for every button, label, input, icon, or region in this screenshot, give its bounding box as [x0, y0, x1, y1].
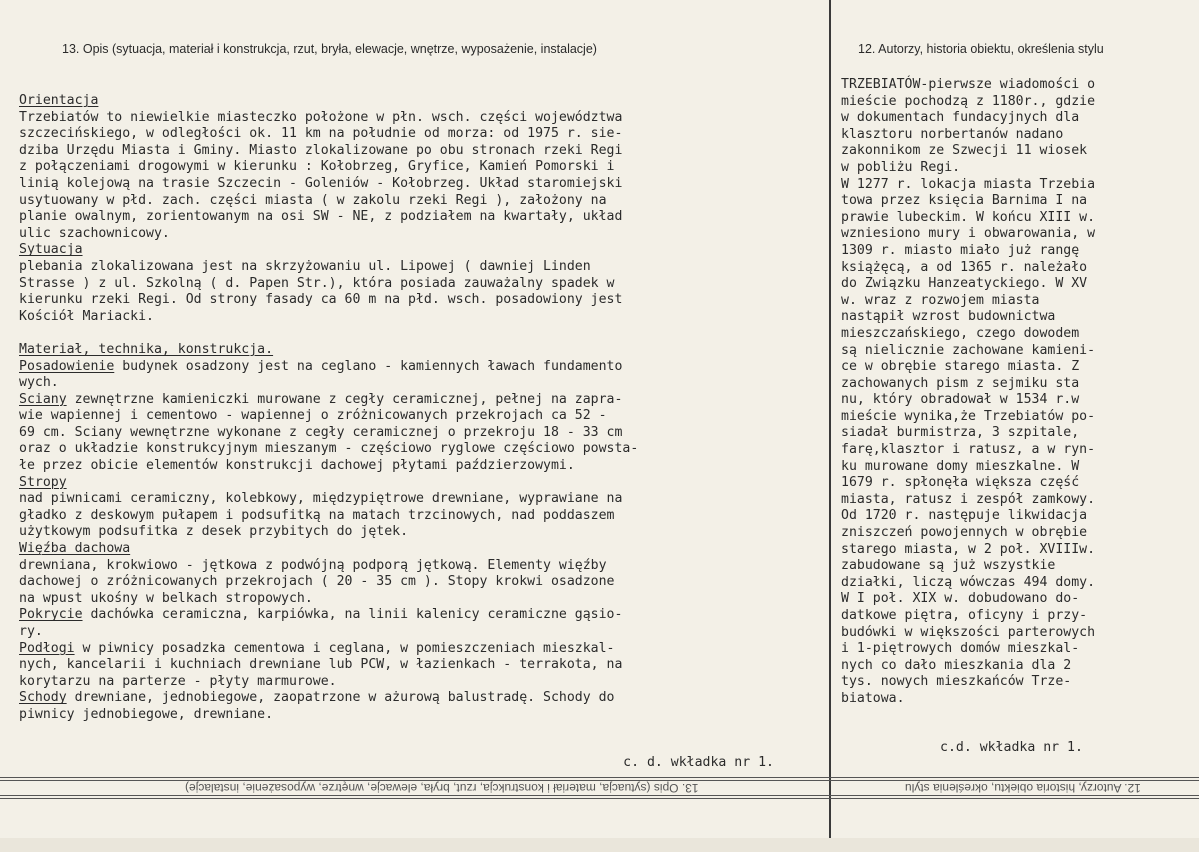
- line-text: na wpust ukośny w belkach stropowych.: [19, 590, 313, 606]
- history-line: prawie lubeckim. W końcu XIII w.: [841, 209, 1096, 225]
- description-line: [19, 491, 819, 508]
- history-line: do Związku Hanzeatyckiego. W XV: [841, 276, 1088, 292]
- history-line: tys. nowych mieszkańców Trze-: [841, 674, 1072, 690]
- description-line: [19, 309, 819, 326]
- history-line: mieście wynika,że Trzebiatów po-: [841, 408, 1096, 424]
- history-text-block: [841, 77, 1191, 708]
- footer-rule: [0, 777, 1199, 778]
- history-line: nastąpił wzrost budownictwa: [841, 309, 1056, 325]
- line-text: dziba Urzędu Miasta i Gminy. Miasto zlokalizowane po obu stronach rzeki Regi: [19, 142, 623, 158]
- line-text: kierunku rzeki Regi. Od strony fasady ca 60 m na płd. wsch. posadowiony jest: [19, 292, 623, 308]
- description-line: [19, 93, 819, 110]
- section-label: Posadowienie: [19, 358, 115, 374]
- history-line: siadał burmistrza, 3 szpitale,: [841, 425, 1080, 441]
- history-line: zniszczeń powojennych w obrębie: [841, 525, 1088, 541]
- description-line: [19, 458, 819, 475]
- history-line: ce w obrębie starego miasta. Z: [841, 359, 1080, 375]
- history-line: W I poł. XIX w. dobudowano do-: [841, 591, 1080, 607]
- description-line: [19, 209, 819, 226]
- line-text: nad piwnicami ceramiczny, kolebkowy, międzypiętrowe drewniane, wyprawiane na: [19, 491, 623, 507]
- history-line: biatowa.: [841, 690, 905, 706]
- description-line: [19, 558, 819, 575]
- line-text: gładko z deskowym pułapem i podsufitką na matach trzcinowych, nad poddaszem: [19, 507, 615, 523]
- history-line: 1309 r. miasto miało już rangę: [841, 242, 1080, 258]
- description-line: [19, 126, 819, 143]
- line-text: linią kolejową na trasie Szczecin - Goleniów - Kołobrzeg. Układ staromiejski: [19, 175, 623, 191]
- history-line: datkowe piętra, oficyny i przy-: [841, 608, 1088, 623]
- history-line: miasta, ratusz i zespół zamkowy.: [841, 491, 1096, 507]
- line-text: piwnicy jednobiegowe, drewniane.: [19, 706, 274, 722]
- line-text: budynek osadzony jest na ceglano - kamiennych ławach fundamento: [114, 358, 623, 374]
- description-line: [19, 392, 819, 409]
- left-section-heading: 13. Opis (sytuacja, materiał i konstrukcja, rzut, bryła, elewacje, wnętrze, wyposażenie, instalacje): [62, 42, 597, 56]
- line-text: ry.: [19, 624, 43, 639]
- line-text: Trzebiatów to niewielkie miasteczko położone w płn. wsch. części województwa: [19, 109, 623, 125]
- line-text: szczecińskiego, w odległości ok. 11 km na południe od morza: od 1975 r. sie-: [19, 126, 623, 142]
- description-line: [19, 242, 819, 259]
- history-line: budówki w większości parterowych: [841, 624, 1096, 640]
- description-line: [19, 475, 819, 492]
- history-line: towa przez księcia Barnima I na: [841, 193, 1088, 209]
- description-line: [19, 325, 819, 342]
- description-line: [19, 674, 819, 691]
- history-line: działki, liczą wówczas 494 domy.: [841, 574, 1096, 590]
- line-text: usytuowany w płd. zach. części miasta ( w zakolu rzeki Regi ), założony na: [19, 192, 607, 208]
- description-line: [19, 508, 819, 525]
- description-line: [19, 226, 819, 243]
- history-line: w dokumentach fundacyjnych dla: [841, 110, 1080, 126]
- description-line: [19, 276, 819, 293]
- line-text: oraz o układzie konstrukcyjnym mieszanym - częściowo ryglowe częściowo powsta-: [19, 441, 639, 457]
- line-text: drewniana, krokwiowo - jętkowa z podwójną podporą jętkową. Elementy więźby: [19, 557, 607, 573]
- history-line: Od 1720 r. następuje likwidacja: [841, 508, 1088, 524]
- description-line: [19, 159, 819, 176]
- line-text: użytkowym podsufitka z desek przybitych do jętek.: [19, 524, 409, 540]
- line-text: z połączeniami drogowymi w kierunku : Kołobrzeg, Gryfice, Kamień Pomorski i: [19, 159, 615, 175]
- history-line: mieszczańskiego, czego dowodem: [841, 325, 1080, 341]
- left-continuation-note: c. d. wkładka nr 1.: [623, 755, 774, 770]
- description-line: [19, 591, 819, 608]
- column-divider: [829, 0, 831, 852]
- line-text: planie owalnym, zorientowanym na osi SW - NE, z podziałem na kwartały, układ: [19, 209, 623, 225]
- history-line: książęcą, a od 1365 r. należało: [841, 259, 1088, 275]
- history-line: zakonnikom ze Szwecji 11 wiosek: [841, 143, 1088, 159]
- right-mirrored-footer: 12. Autorzy, historia obiektu, określenia stylu: [905, 781, 1141, 795]
- history-line: nu, który obradował w 1534 r.w: [841, 392, 1080, 408]
- description-line: [19, 342, 819, 359]
- line-text: Strasse ) z ul. Szkolną ( d. Papen Str.), która posiada zauważalny spadek w: [19, 275, 615, 291]
- description-line: [19, 425, 819, 442]
- history-line: ku murowane domy mieszkalne. W: [841, 458, 1080, 474]
- section-label: Podłogi: [19, 640, 75, 656]
- footer-rule: [0, 795, 1199, 796]
- line-text: wych.: [19, 375, 59, 391]
- description-line: [19, 607, 819, 624]
- history-line: zachowanych pism z sejmiku sta: [841, 375, 1080, 391]
- line-text: korytarzu na parterze - płyty marmurowe.: [19, 673, 337, 689]
- section-label: Sciany: [19, 391, 67, 407]
- line-text: wie wapiennej i cementowo - wapiennej o zróżnicowanych przekrojach ca 52 -: [19, 408, 607, 424]
- footer-rule: [0, 798, 1199, 799]
- history-line: TRZEBIATÓW-pierwsze wiadomości o: [841, 77, 1096, 92]
- description-line: [19, 176, 819, 193]
- description-line: [19, 143, 819, 160]
- line-text: łe przez obicie elementów konstrukcji dachowej płytami paździerzowymi.: [19, 458, 575, 474]
- right-section-heading: 12. Autorzy, historia obiektu, określenia stylu: [858, 42, 1104, 56]
- description-line: [19, 657, 819, 674]
- description-line: [19, 624, 819, 641]
- section-label: Stropy: [19, 474, 67, 490]
- line-text: plebania zlokalizowana jest na skrzyżowaniu ul. Lipowej ( dawniej Linden: [19, 258, 591, 274]
- line-text: drewniane, jednobiegowe, zaopatrzone w ażurową balustradę. Schody do: [66, 690, 615, 706]
- line-text: zewnętrzne kamieniczki murowane z cegły ceramicznej, pełnej na zapra-: [66, 391, 623, 407]
- history-line: 1679 r. spłonęła większa część: [841, 475, 1080, 491]
- history-line: W 1277 r. lokacja miasta Trzebia: [841, 176, 1096, 192]
- description-line: [19, 375, 819, 392]
- history-line: w. wraz z rozwojem miasta: [841, 292, 1040, 308]
- description-line: [19, 292, 819, 309]
- description-line: [19, 359, 819, 376]
- line-text: w piwnicy posadzka cementowa i ceglana, w pomieszczeniach mieszkal-: [74, 640, 615, 656]
- line-text: dachówka ceramiczna, karpiówka, na linii kalenicy ceramiczne gąsio-: [82, 607, 623, 623]
- paper-edge: [0, 838, 1199, 852]
- history-line: są nielicznie zachowane kamieni-: [841, 342, 1096, 358]
- description-line: [19, 259, 819, 276]
- description-text-block: [19, 93, 819, 724]
- line-text: Kościół Mariacki.: [19, 308, 154, 324]
- line-text: 69 cm. Sciany wewnętrzne wykonane z cegły ceramicznej o przekroju 18 - 33 cm: [19, 424, 623, 440]
- description-line: [19, 641, 819, 658]
- section-label: Sytuacja: [19, 242, 83, 258]
- description-line: [19, 408, 819, 425]
- description-line: [19, 541, 819, 558]
- history-line: i 1-piętrowych domów mieszkal-: [841, 641, 1080, 657]
- description-line: [19, 524, 819, 541]
- section-label: Schody: [19, 690, 67, 706]
- section-label: Pokrycie: [19, 607, 83, 623]
- history-line: farę,klasztor i ratusz, a w ryn-: [841, 442, 1096, 458]
- left-mirrored-footer: 13. Opis (sytuacja, materiał i konstrukcja, rzut, bryła, elewacje, wnętrze, wyposażenie, instalacje): [185, 781, 699, 795]
- description-line: [19, 574, 819, 591]
- history-line: klasztoru norbertanów nadano: [841, 126, 1064, 142]
- history-line: mieście pochodzą z 1180r., gdzie: [841, 93, 1096, 109]
- history-line: w pobliżu Regi.: [841, 159, 961, 175]
- history-line: starego miasta, w 2 poł. XVIIIw.: [841, 541, 1096, 557]
- line-text: ulic szachownicowy.: [19, 225, 170, 241]
- line-text: dachowej o zróżnicowanych przekrojach ( 20 - 35 cm ). Stopy krokwi osadzone: [19, 574, 615, 590]
- right-continuation-note: c.d. wkładka nr 1.: [940, 740, 1083, 755]
- history-line: zabudowane są już wszystkie: [841, 558, 1056, 574]
- description-line: [19, 707, 819, 724]
- history-line: nych co dało mieszkania dla 2: [841, 657, 1072, 673]
- history-line: wzniesiono mury i obwarowania, w: [841, 226, 1096, 242]
- section-label: Więźba dachowa: [19, 541, 131, 557]
- description-line: [19, 441, 819, 458]
- description-line: [19, 110, 819, 127]
- section-label: Materiał, technika, konstrukcja.: [19, 341, 274, 357]
- description-line: [19, 193, 819, 210]
- description-line: [19, 690, 819, 707]
- section-label: Orientacja: [19, 93, 99, 108]
- line-text: nych, kancelarii i kuchniach drewniane lub PCW, w łazienkach - terrakota, na: [19, 657, 623, 673]
